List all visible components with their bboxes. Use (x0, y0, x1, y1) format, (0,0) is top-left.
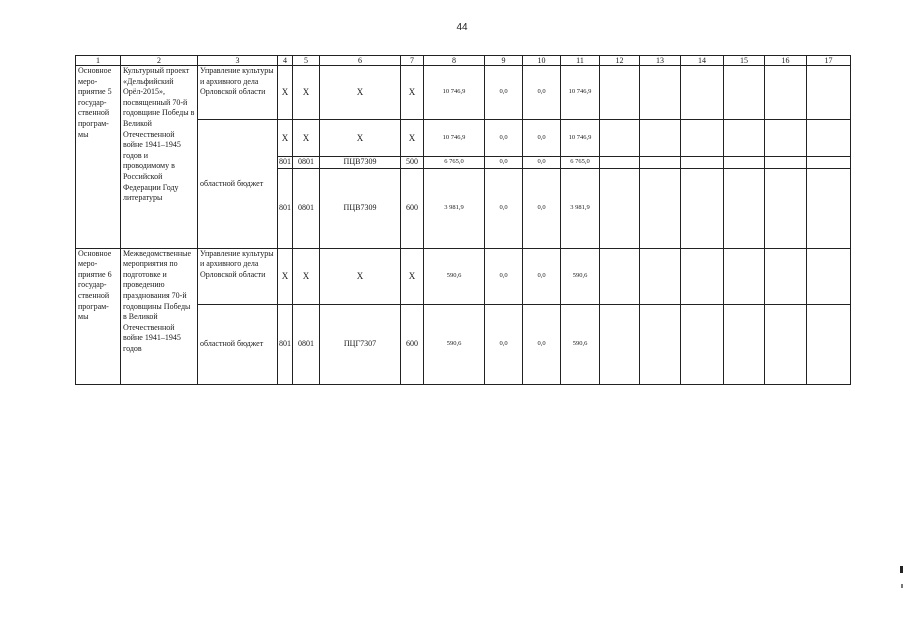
cell-empty (807, 120, 851, 157)
cell-empty (640, 304, 681, 384)
cell-c10: 0,0 (523, 304, 561, 384)
cell-empty (724, 168, 765, 248)
cell-empty (765, 66, 807, 120)
cell-empty (681, 248, 724, 304)
cell-empty (724, 157, 765, 169)
cell-empty (681, 168, 724, 248)
executor-cell: Управление культуры и архивного дела Орловской области (198, 248, 278, 304)
cell-c6: Х (320, 120, 401, 157)
column-header: 16 (765, 56, 807, 66)
cell-empty (807, 304, 851, 384)
cell-c11: 590,6 (561, 304, 600, 384)
cell-c8: 6 765,0 (424, 157, 485, 169)
column-header: 13 (640, 56, 681, 66)
column-header: 10 (523, 56, 561, 66)
column-header: 6 (320, 56, 401, 66)
cell-c11: 590,6 (561, 248, 600, 304)
cell-c6: ПЦГ7307 (320, 304, 401, 384)
column-header: 9 (485, 56, 523, 66)
column-header: 8 (424, 56, 485, 66)
cell-empty (640, 248, 681, 304)
cell-c11: 3 981,9 (561, 168, 600, 248)
cell-empty (807, 248, 851, 304)
cell-c11: 10 746,9 (561, 66, 600, 120)
table-row (76, 248, 851, 304)
cell-c11: 6 765,0 (561, 157, 600, 169)
cell-empty (681, 157, 724, 169)
column-header: 12 (600, 56, 640, 66)
edge-mark (901, 584, 903, 588)
cell-c5: Х (293, 248, 320, 304)
cell-empty (640, 66, 681, 120)
cell-c9: 0,0 (485, 304, 523, 384)
budget-cell: областной бюджет (198, 120, 278, 249)
cell-empty (724, 304, 765, 384)
column-header: 14 (681, 56, 724, 66)
column-header: 11 (561, 56, 600, 66)
cell-c6: ПЦВ7309 (320, 168, 401, 248)
measure-6-description: Межведомственные мероприятия по подготовке и проведению празднования 70-й годовщины Победы в Великой Отечественной войне 1941–1945 годов (121, 248, 198, 384)
cell-c4: Х (278, 120, 293, 157)
column-header: 1 (76, 56, 121, 66)
cell-c8: 590,6 (424, 304, 485, 384)
edge-mark (900, 566, 903, 573)
cell-c9: 0,0 (485, 120, 523, 157)
cell-empty (765, 168, 807, 248)
cell-empty (681, 304, 724, 384)
cell-empty (807, 66, 851, 120)
cell-c5: 0801 (293, 304, 320, 384)
header-row (76, 56, 851, 66)
column-header: 2 (121, 56, 198, 66)
cell-c5: 0801 (293, 168, 320, 248)
cell-empty (765, 248, 807, 304)
cell-empty (765, 120, 807, 157)
cell-empty (600, 304, 640, 384)
executor-cell: Управление культуры и архивного дела Орловской области (198, 66, 278, 120)
cell-empty (640, 168, 681, 248)
cell-c7: Х (401, 120, 424, 157)
cell-empty (765, 304, 807, 384)
budget-cell: областной бюджет (198, 304, 278, 384)
cell-c9: 0,0 (485, 168, 523, 248)
cell-empty (640, 157, 681, 169)
cell-empty (724, 120, 765, 157)
cell-empty (681, 66, 724, 120)
cell-c8: 3 981,9 (424, 168, 485, 248)
table-row (76, 66, 851, 120)
cell-c7: Х (401, 248, 424, 304)
cell-empty (640, 120, 681, 157)
cell-c9: 0,0 (485, 157, 523, 169)
measure-6-name: Основное меро-приятие 6 государ-ственной програм-мы (76, 248, 121, 384)
cell-c6: ПЦВ7309 (320, 157, 401, 169)
column-header: 3 (198, 56, 278, 66)
cell-c4: Х (278, 66, 293, 120)
cell-c7: 500 (401, 157, 424, 169)
measure-5-description: Культурный проект «Дельфийский Орёл-2015», посвященный 70-й годовщине Победы в Великой Отечественной войне 1941–1945 годов и проводимому в Российской Федерации Году литературы (121, 66, 198, 249)
cell-c5: Х (293, 120, 320, 157)
cell-empty (807, 157, 851, 169)
cell-c7: 600 (401, 168, 424, 248)
column-header: 15 (724, 56, 765, 66)
cell-c7: 600 (401, 304, 424, 384)
cell-empty (724, 248, 765, 304)
column-header: 17 (807, 56, 851, 66)
cell-c5: Х (293, 66, 320, 120)
cell-c7: Х (401, 66, 424, 120)
cell-c10: 0,0 (523, 66, 561, 120)
cell-c8: 10 746,9 (424, 120, 485, 157)
cell-empty (765, 157, 807, 169)
budget-table (75, 55, 851, 385)
column-header: 5 (293, 56, 320, 66)
cell-empty (807, 168, 851, 248)
cell-c10: 0,0 (523, 168, 561, 248)
column-header: 4 (278, 56, 293, 66)
cell-c9: 0,0 (485, 66, 523, 120)
cell-c10: 0,0 (523, 248, 561, 304)
page-number: 44 (456, 22, 468, 33)
cell-empty (600, 120, 640, 157)
cell-c4: Х (278, 248, 293, 304)
cell-empty (681, 120, 724, 157)
cell-empty (600, 168, 640, 248)
cell-c8: 10 746,9 (424, 66, 485, 120)
cell-empty (600, 157, 640, 169)
cell-c4: 801 (278, 304, 293, 384)
cell-empty (600, 66, 640, 120)
column-header: 7 (401, 56, 424, 66)
cell-c4: 801 (278, 157, 293, 169)
cell-c8: 590,6 (424, 248, 485, 304)
cell-empty (600, 248, 640, 304)
cell-c11: 10 746,9 (561, 120, 600, 157)
cell-c4: 801 (278, 168, 293, 248)
cell-empty (724, 66, 765, 120)
cell-c10: 0,0 (523, 120, 561, 157)
cell-c6: Х (320, 248, 401, 304)
cell-c10: 0,0 (523, 157, 561, 169)
cell-c5: 0801 (293, 157, 320, 169)
measure-5-name: Основное меро-приятие 5 государ-ственной програм-мы (76, 66, 121, 249)
cell-c6: Х (320, 66, 401, 120)
cell-c9: 0,0 (485, 248, 523, 304)
